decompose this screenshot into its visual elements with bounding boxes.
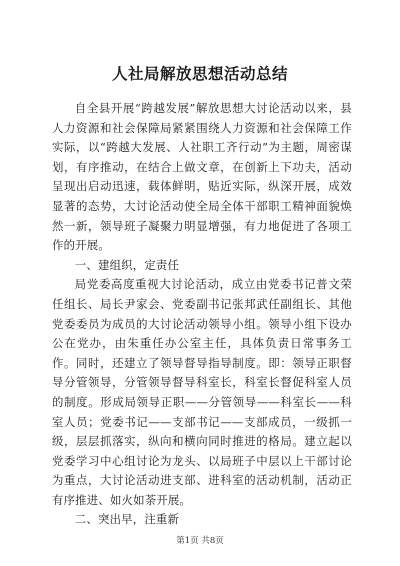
- section-heading-1: 一、建组织，定责任: [74, 257, 180, 272]
- section-heading-2: 二、突出早，注重新: [74, 512, 180, 527]
- intro-paragraph: 自全县开展“跨越发展”解放思想大讨论活动以来，县人力资源和社会保障局紧紧围绕人力资源和社会保障工作实际，以“跨越大发展、人社职工齐行动”为主题，周密谋划，有序推动，在结合上做文章，在创新上下功夫，活动呈现出启动迅速，载体鲜明，贴近实际，纵深开展，成效显著的态势，大讨论活动使全局全体干部职工精神面貌焕然一新，领导班子凝聚力明显增强，有力地促进了各项工作的开展。: [52, 101, 352, 253]
- page-number-footer: 第1页 共8页: [176, 536, 224, 546]
- section-1-paragraph: 局党委高度重视大讨论活动，成立由党委书记普文荣任组长、局长尹家会、党委副书记张邦武任副组长、其他党委委员为成员的大讨论活动领导小组。领导小组下设办公在党办，由朱重任办公室主任，具体负责日常事务工作。同时，还建立了领导督导指导制度。即：领导正职督导分管领导，分管领导督导科室长，科室长督促科室人员的制度。形成局领导正职——分管领导——科室长——科室人员；党委书记——支部书记——支部成员，一级抓一级，层层抓落实，纵向和横向同时推进的格局。建立起以党委学习中心组讨论为龙头、以局班子中层以上干部讨论为重点，大讨论活动进支部、进科室的活动机制，活动正有序推进、如火如荼开展。: [52, 277, 352, 507]
- document-title: 人社局解放思想活动总结: [111, 65, 288, 83]
- document-body: [52, 99, 352, 530]
